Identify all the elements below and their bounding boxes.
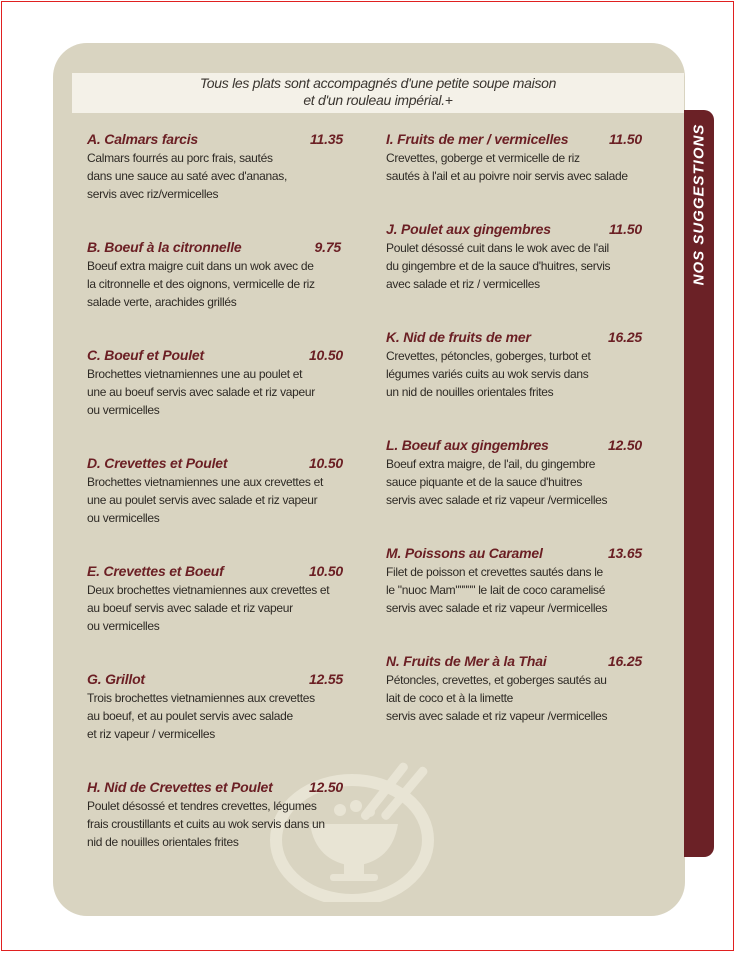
item-price: 12.50 [308,779,343,795]
item-description [386,563,642,617]
item-title: K. Nid de fruits de mer [386,329,531,345]
item-description [386,671,642,725]
item-description [87,365,343,419]
suggestions-label [683,124,715,284]
desc-line: au boeuf servis avec salade et riz vapeur [87,601,293,615]
desc-line: Poulet désossé et tendres crevettes, légumes [87,799,317,813]
item-title: B. Boeuf à la citronnelle [87,239,242,255]
desc-line: Calmars fourrés au porc frais, sautés [87,151,273,165]
item-price: 11.35 [310,131,343,147]
desc-line: sautés à l'ail et au poivre noir servis avec salade [386,169,628,183]
menu-item-b [87,239,343,311]
desc-line: Boeuf extra maigre cuit dans un wok avec de [87,259,314,273]
desc-line: sauce piquante et de la sauce d'huitres [386,475,583,489]
suggestions-label-text: NOS SUGGESTIONS [690,123,708,285]
desc-line: Boeuf extra maigre, de l'ail, du gingembre [386,457,596,471]
desc-line: Brochettes vietnamiennes une au poulet et [87,367,303,381]
desc-line: avec salade et riz / vermicelles [386,277,540,291]
item-price: 12.50 [607,437,642,453]
item-title: L. Boeuf aux gingembres [386,437,549,453]
desc-line: Pétoncles, crevettes, et goberges sautés au [386,673,607,687]
menu-item-k [386,329,642,401]
menu-item-a [87,131,343,203]
menu-item-l [386,437,642,509]
desc-line: servis avec salade et riz vapeur /vermicelles [386,493,608,507]
menu-item-m [386,545,642,617]
item-title: H. Nid de Crevettes et Poulet [87,779,273,795]
desc-line: la citronnelle et des oignons, vermicelle de riz [87,277,315,291]
item-title: A. Calmars farcis [87,131,198,147]
desc-line: et riz vapeur / vermicelles [87,727,215,741]
item-description [386,455,642,509]
item-description [87,581,343,635]
desc-line: Filet de poisson et crevettes sautés dans le [386,565,603,579]
desc-line: le "nuoc Mam""""" le lait de coco caramelisé [386,583,606,597]
desc-line: lait de coco et à la limette [386,691,514,705]
intro-line-1: Tous les plats sont accompagnés d'une petite soupe maison [199,75,557,91]
item-description [87,149,343,203]
item-description [386,149,642,185]
desc-line: Brochettes vietnamiennes une aux crevettes et [87,475,323,489]
desc-line: ou vermicelles [87,403,160,417]
item-title: D. Crevettes et Poulet [87,455,228,471]
desc-line: Deux brochettes vietnamiennes aux crevettes et [87,583,330,597]
item-description [87,473,343,527]
item-price: 10.50 [308,455,343,471]
item-price: 16.25 [607,653,642,669]
desc-line: un nid de nouilles orientales frites [386,385,554,399]
item-price: 11.50 [609,131,642,147]
item-price: 12.55 [308,671,343,687]
desc-line: du gingembre et de la sauce d'huitres, servis [386,259,611,273]
menu-item-n [386,653,642,725]
desc-line: légumes variés cuits au wok servis dans [386,367,589,381]
item-price: 10.50 [308,563,343,579]
menu-item-h [87,779,343,851]
item-title: I. Fruits de mer / vermicelles [386,131,569,147]
intro-line-2: et d'un rouleau impérial.+ [303,92,453,108]
desc-line: une au poulet servis avec salade et riz vapeur [87,493,318,507]
item-title: M. Poissons au Caramel [386,545,543,561]
item-price: 10.50 [308,347,343,363]
desc-line: nid de nouilles orientales frites [87,835,239,849]
desc-line: frais croustillants et cuits au wok servis dans un [87,817,325,831]
item-description [87,257,343,311]
desc-line: ou vermicelles [87,511,160,525]
menu-item-e [87,563,343,635]
menu-item-d [87,455,343,527]
desc-line: servis avec salade et riz vapeur /vermicelles [386,709,608,723]
item-price: 16.25 [607,329,642,345]
desc-line: servis avec riz/vermicelles [87,187,219,201]
item-description [87,797,343,851]
menu-item-g [87,671,343,743]
menu-item-j [386,221,642,293]
item-price: 13.65 [607,545,642,561]
item-title: E. Crevettes et Boeuf [87,563,224,579]
item-title: C. Boeuf et Poulet [87,347,204,363]
desc-line: ou vermicelles [87,619,160,633]
item-description [386,239,642,293]
desc-line: Poulet désossé cuit dans le wok avec de l'ail [386,241,609,255]
item-title: J. Poulet aux gingembres [386,221,551,237]
desc-line: salade verte, arachides grillés [87,295,237,309]
item-price: 11.50 [609,221,642,237]
item-description [386,347,642,401]
menu-item-i [386,131,642,185]
item-description [87,689,343,743]
item-title: G. Grillot [87,671,145,687]
item-title: N. Fruits de Mer à la Thai [386,653,547,669]
desc-line: dans une sauce au saté avec d'ananas, [87,169,288,183]
menu-item-c [87,347,343,419]
desc-line: une au boeuf servis avec salade et riz vapeur [87,385,315,399]
desc-line: au boeuf, et au poulet servis avec salade [87,709,293,723]
desc-line: servis avec salade et riz vapeur /vermicelles [386,601,608,615]
desc-line: Trois brochettes vietnamiennes aux crevettes [87,691,315,705]
desc-line: Crevettes, goberge et vermicelle de riz [386,151,580,165]
item-price: 9.75 [314,239,341,255]
desc-line: Crevettes, pétoncles, goberges, turbot et [386,349,591,363]
intro-text [72,75,684,109]
